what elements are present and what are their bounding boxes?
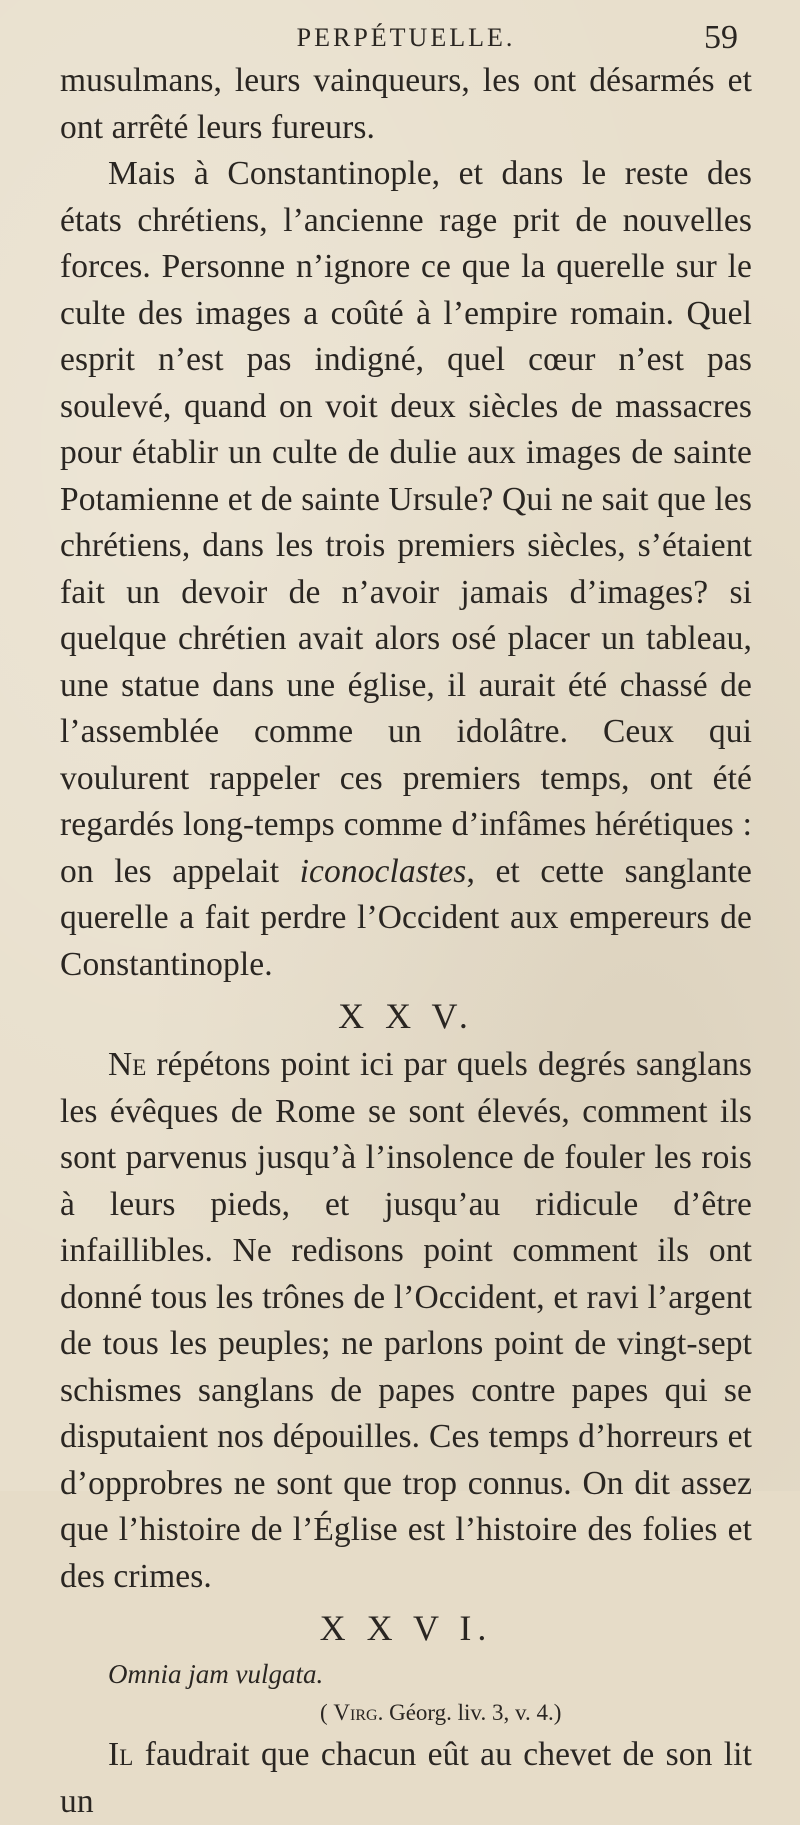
dropcap-word: Ne (108, 1046, 147, 1083)
section-heading-25: X X V. (338, 996, 474, 1036)
dropcap-word: Il (108, 1736, 134, 1773)
section-heading-26: X X V I. (319, 1608, 493, 1648)
citation-author: Virg. (333, 1700, 384, 1725)
citation-prefix: ( (320, 1700, 334, 1725)
citation-rest: Géorg. liv. 3, v. 4.) (383, 1700, 562, 1725)
paragraph-text-after: , et cette sanglante querelle a fait perdre l’Occident aux empereurs de Constantinople. (60, 852, 752, 983)
running-head-title: PERPÉTUELLE. (296, 23, 516, 52)
paragraph-text-before: Mais à Constantinople, et dans le reste des états chrétiens, l’ancienne rage prit de nouvelles forces. Personne n’ignore ce que la querelle sur le culte des images a coûté à l’empire romain. Quel esprit n’est pas indigné, quel cœur n’est pas soulevé, quand on voit deux siècles de massacres pour établir un culte de dulie aux images de sainte Potamienne et de sainte Ursule? Qui ne sait que les chrétiens, dans les trois premiers siècles, s’étaient fait un devoir de n’avoir jamais d’images? si quelque chrétien avait alors osé placer un tableau, une statue dans une église, il aurait été chassé de l’assemblée comme un idolâtre. Ceux qui voulurent rappeler ces premiers temps, ont été regardés long-temps comme d’infâmes hérétiques : on les appelait (60, 155, 752, 890)
section-26-text: faudrait que chacun eût au chevet de son lit un (60, 1736, 752, 1820)
page-number: 59 (704, 19, 738, 56)
paragraph-continued: musulmans, leurs vainqueurs, les ont désarmés et ont arrêté leurs fureurs. (60, 62, 752, 146)
paragraph-section-25 (60, 1042, 752, 1600)
running-head (60, 18, 752, 58)
paragraph-iconoclasts (60, 151, 752, 988)
epigraph-citation (60, 1694, 752, 1732)
section-25-text: répétons point ici par quels degrés sanglans les évêques de Rome se sont élevés, comment ils sont parvenus jusqu’à l’insolence de fouler les rois à leurs pieds, et jusqu’au ridicule d’être infaillibles. Ne redisons point comment ils ont donné tous les trônes de l’Occident, et ravi l’argent de tous les peuples; ne parlons point de vingt-sept schismes sanglans de papes contre papes qui se disputaient nos dépouilles. Ces temps d’horreurs et d’opprobres ne sont que trop connus. On dit assez que l’histoire de l’Église est l’histoire des folies et des crimes. (60, 1046, 752, 1595)
epigraph: Omnia jam vulgata. (108, 1659, 324, 1689)
paragraph-section-26 (60, 1732, 752, 1825)
italic-term: iconoclastes (299, 852, 467, 890)
